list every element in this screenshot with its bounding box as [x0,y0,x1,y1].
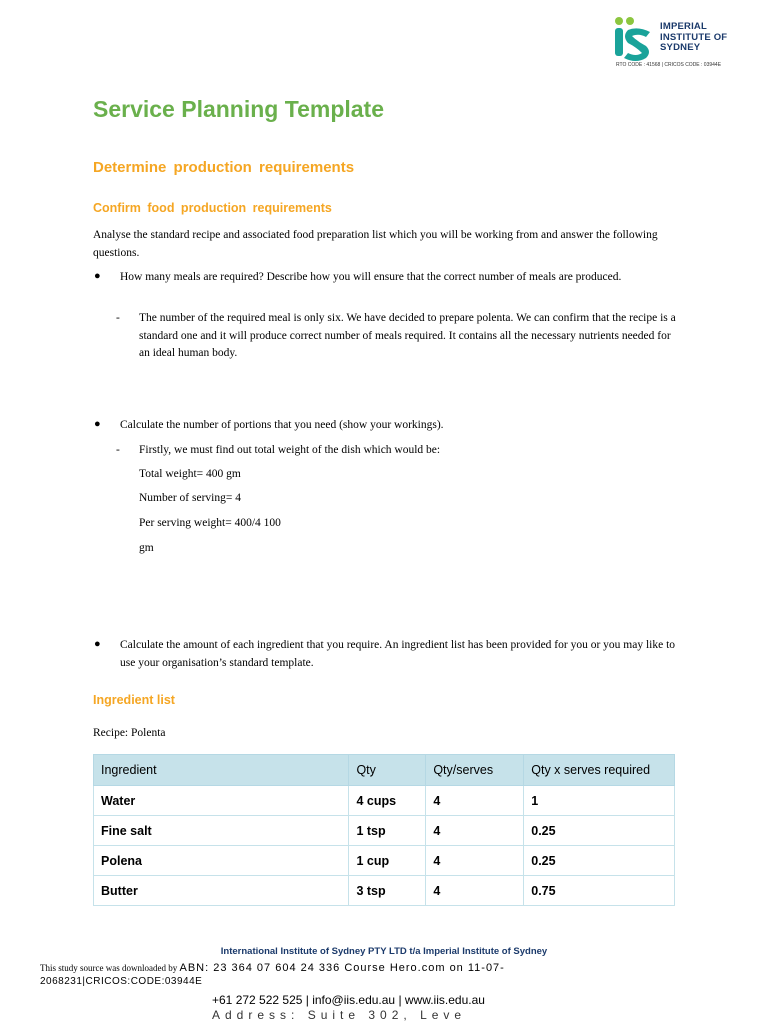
question-3: Calculate the amount of each ingredient that you require. An ingredient list has been provided for you or you may like to use your organisation’s standard template. [120,639,676,669]
question-1: How many meals are required? Describe how you will ensure that the correct number of meals are produced. [120,271,622,283]
bullet-icon: ● [94,270,101,282]
table-cell: Water [94,786,349,816]
intro-paragraph: Analyse the standard recipe and associated food preparation list which you will be working from and answer the following questions. [93,229,658,259]
table-cell: 4 [426,876,524,906]
number-of-servings: Number of serving= 4 [139,492,241,504]
table-row [94,846,675,876]
footer-address: Address: Suite 302, Leve [212,1008,467,1022]
table-cell: 0.25 [524,846,675,876]
page-title: Service Planning Template [93,96,385,122]
footer-code-line: 2068231|CRICOS:CODE:03944E [40,976,203,987]
column-header: Qty/serves [426,755,524,786]
table-row [94,876,675,906]
dash-marker: - [116,444,120,456]
table-cell: 1 tsp [349,816,426,846]
table-cell: 0.75 [524,876,675,906]
column-header: Qty [349,755,426,786]
column-header: Qty x serves required [524,755,675,786]
footer-source-note [40,962,505,974]
ingredient-list-heading: Ingredient list [93,693,175,707]
per-serving-unit: gm [139,542,154,554]
table-cell: 1 cup [349,846,426,876]
table-cell: 0.25 [524,816,675,846]
footer-contact: +61 272 522 525 | info@iis.edu.au | www.iis.edu.au [212,993,485,1007]
sub-heading: Confirm food production requirements [93,201,332,215]
section-heading: Determine production requirements [93,159,355,176]
answer-2-intro: Firstly, we must find out total weight of the dish which would be: [139,444,441,456]
table-cell: 3 tsp [349,876,426,906]
column-header: Ingredient [94,755,349,786]
table-cell: 4 [426,786,524,816]
logo-text: IMPERIAL INSTITUTE OF SYDNEY [660,21,728,53]
table-cell: Polena [94,846,349,876]
answer-1: The number of the required meal is only six. We have decided to prepare polenta. We can confirm that the recipe is a standard one and it will produce correct number of meals required. It contains all the necessary nutrients needed for an ideal human body. [139,312,676,359]
recipe-name: Recipe: Polenta [93,727,166,739]
table-cell: 4 [426,846,524,876]
dash-marker: - [116,312,120,324]
table-row [94,786,675,816]
bullet-icon: ● [94,638,101,650]
table-cell: 1 [524,786,675,816]
source-overlay: ABN: 23 364 07 604 24 336 Course Hero.com on 11-07- [179,962,505,974]
footer-organisation: International Institute of Sydney PTY LTD t/a Imperial Institute of Sydney [220,946,548,957]
source-prefix: This study source was downloaded by [40,963,178,973]
table-cell: Butter [94,876,349,906]
table-cell: Fine salt [94,816,349,846]
table-cell: 4 [426,816,524,846]
ingredient-table [93,754,675,906]
rto-code: RTO CODE : 41568 | CRICOS CODE : 03944E [616,62,722,68]
total-weight: Total weight= 400 gm [139,468,241,480]
per-serving-weight: Per serving weight= 400/4 100 [139,517,281,529]
table-cell: 4 cups [349,786,426,816]
table-row [94,816,675,846]
question-2: Calculate the number of portions that you need (show your workings). [120,419,444,431]
bullet-icon: ● [94,418,101,430]
table-header-row [94,755,675,786]
